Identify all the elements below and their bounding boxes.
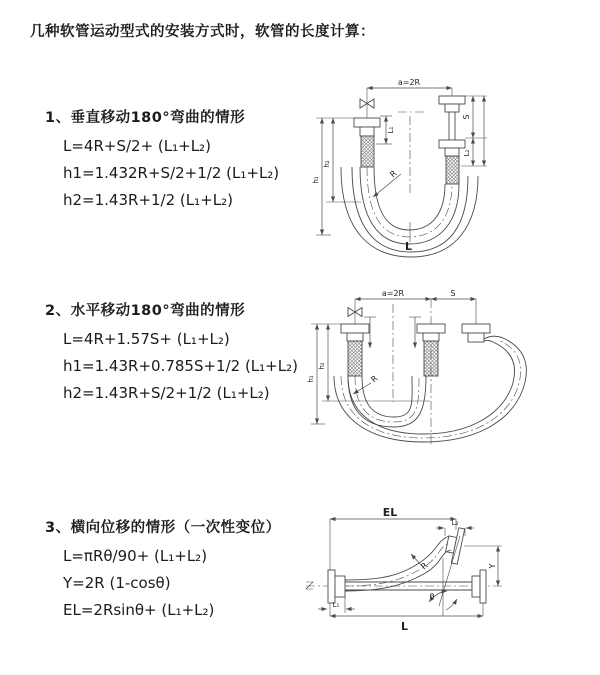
centerline-mark bbox=[306, 582, 313, 589]
flange-right-lower bbox=[472, 570, 486, 603]
diagram-lateral-shift bbox=[298, 506, 600, 648]
dim-label-s: S bbox=[462, 114, 471, 120]
braided-section bbox=[424, 341, 438, 376]
section-2-formula-h1: h1=1.43R+0.785S+1/2 (L₁+L₂) bbox=[63, 357, 298, 375]
section-2-formula-h2: h2=1.43R+S/2+1/2 (L₁+L₂) bbox=[63, 384, 270, 402]
section-2 bbox=[45, 299, 298, 407]
dim-label-el: EL bbox=[382, 506, 398, 519]
flange-left bbox=[328, 570, 345, 603]
hose-end-left bbox=[354, 88, 380, 167]
centerlines bbox=[398, 112, 427, 194]
hose-end-right bbox=[462, 324, 490, 342]
section-3 bbox=[45, 516, 281, 624]
section-2-heading: 2、水平移动180°弯曲的情形 bbox=[45, 303, 246, 319]
dim-label-a2r: a=2R bbox=[381, 289, 405, 298]
section-1-heading: 1、垂直移动180°弯曲的情形 bbox=[45, 110, 246, 126]
section-1 bbox=[45, 106, 279, 214]
dim-label-l2: L₂ bbox=[463, 149, 471, 157]
section-3-formula-Y: Y=2R (1-cosθ) bbox=[63, 574, 171, 592]
section-3-formula-EL: EL=2Rsinθ+ (L₁+L₂) bbox=[63, 601, 215, 619]
dim-label-l2: L₂ bbox=[451, 519, 459, 527]
flange-right-upper bbox=[443, 526, 464, 564]
section-1-formula-h2: h2=1.43R+1/2 (L₁+L₂) bbox=[63, 191, 233, 209]
section-1-formula-L: L=4R+S/2+ (L₁+L₂) bbox=[63, 137, 211, 155]
braided-section bbox=[348, 341, 362, 376]
diagram-vertical-bend bbox=[305, 72, 595, 264]
section-2-formula-L: L=4R+1.57S+ (L₁+L₂) bbox=[63, 330, 230, 348]
dim-label-l: L bbox=[401, 620, 409, 633]
diagram-horizontal-bend bbox=[303, 284, 595, 456]
braided-section bbox=[361, 136, 374, 167]
dim-label-h2: h₂ bbox=[318, 362, 326, 370]
hose-end-middle bbox=[417, 324, 445, 376]
dim-label-r: R bbox=[419, 560, 430, 572]
page-title: 几种软管运动型式的安装方式时，软管的长度计算： bbox=[30, 24, 375, 40]
dim-label-l: L bbox=[405, 240, 413, 253]
section-1-formula-h1: h1=1.432R+S/2+1/2 (L₁+L₂) bbox=[63, 164, 280, 182]
dimensions bbox=[307, 289, 476, 424]
dim-label-h2: h₂ bbox=[323, 160, 331, 168]
centerlines bbox=[355, 299, 476, 444]
dim-label-h1: h₁ bbox=[312, 176, 320, 184]
braided-section bbox=[446, 156, 459, 184]
dim-label-h1: h₁ bbox=[307, 375, 315, 383]
dim-label-a2r: a=2R bbox=[397, 78, 421, 87]
dim-label-l1: L₁ bbox=[387, 126, 395, 134]
dim-label-y: Y bbox=[488, 563, 497, 569]
section-3-formula-L: L=πRθ/90+ (L₁+L₂) bbox=[63, 547, 208, 565]
dim-label-l1: L₁ bbox=[332, 601, 340, 609]
dim-label-r: R bbox=[369, 373, 380, 385]
dimensions bbox=[318, 506, 502, 633]
section-3-heading: 3、横向位移的情形（一次性变位） bbox=[45, 520, 281, 536]
hose-curves bbox=[345, 536, 451, 591]
dim-label-r: R bbox=[388, 168, 399, 180]
dim-label-theta: θ bbox=[429, 592, 435, 601]
dim-label-s: S bbox=[450, 289, 456, 298]
hose-end-right bbox=[439, 96, 465, 184]
